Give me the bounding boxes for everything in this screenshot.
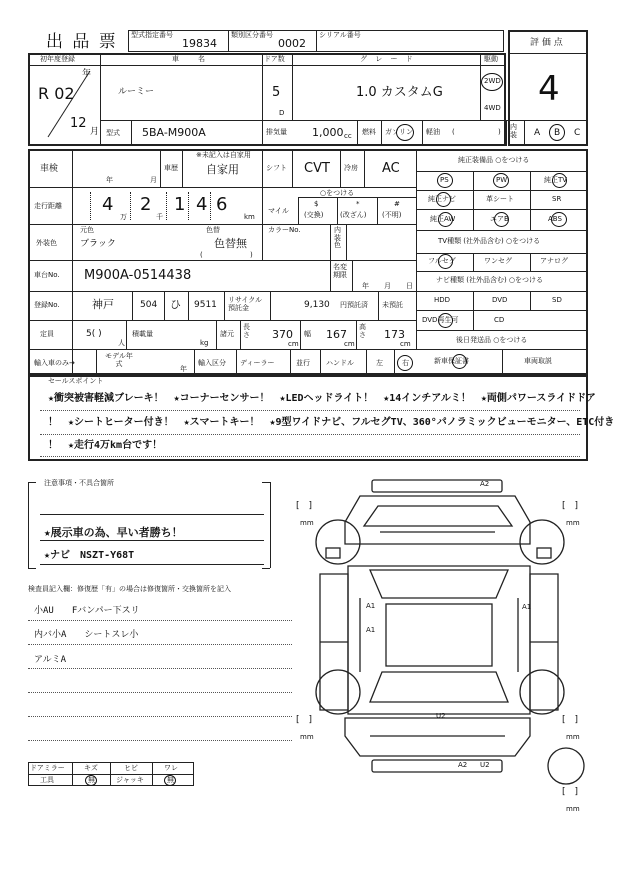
unknown-symbol: # — [394, 200, 400, 208]
mileage-digit-4: 4 — [196, 194, 208, 215]
import-class-label: 輸入区分 — [198, 359, 226, 367]
color-paren-open: ( — [200, 251, 203, 259]
equip-aw-circle — [438, 212, 453, 227]
tbl-tools-circle — [85, 775, 97, 786]
name-change-month: 月 — [384, 282, 391, 290]
tbl-jack-circle — [164, 775, 176, 786]
name-change-label: 名変期限 — [333, 263, 347, 279]
note-line-2: ★ナビ NSZT-Y68T — [44, 550, 135, 561]
notes-label: 注意事項・不具合箇所 — [44, 479, 114, 487]
registration-class: 504 — [140, 300, 158, 310]
mark-rear-bumper-u2: U2 — [480, 761, 490, 769]
tv-fullseg-circle — [438, 254, 453, 269]
registration-label: 登録No. — [34, 301, 60, 309]
not-deposited: 未預託 — [382, 301, 403, 309]
mileage-km: km — [244, 213, 255, 221]
displacement-label: 排気量 — [266, 128, 287, 136]
import-parallel: 並行 — [296, 359, 310, 367]
form-title: 出 品 票 — [46, 32, 118, 52]
history-label: 車歴 — [164, 164, 178, 172]
mm-front-right: mm — [566, 519, 580, 527]
handle-label: ハンドル — [326, 359, 354, 367]
month-suffix: 月 — [90, 127, 100, 137]
model-value: 5BA-M900A — [142, 126, 206, 139]
mm-front-left: mm — [300, 519, 314, 527]
equip-airbag-circle — [494, 212, 509, 227]
roof — [386, 604, 492, 666]
height-value: 173 — [384, 328, 405, 341]
equipment-title: 純正装備品 ○をつける — [458, 156, 530, 164]
serial-label: シリアル番号 — [319, 31, 361, 39]
sales-points-label: セールスポイント — [48, 377, 104, 385]
interior-color-label: 内装色 — [334, 226, 341, 250]
mark-front-bumper: A2 — [480, 480, 490, 488]
mileage-digit-5: 6 — [216, 194, 228, 215]
color-no-label: カラーNo. — [268, 226, 301, 234]
load-label: 積載量 — [132, 330, 153, 338]
current-color-label: 色替 — [206, 226, 220, 234]
tbl-break: ワレ — [164, 764, 178, 772]
first-reg-era: R 02 — [38, 84, 75, 103]
height-label: 高さ — [359, 323, 366, 339]
right-mirror — [537, 548, 551, 558]
original-color-label: 元色 — [80, 226, 94, 234]
equip-tv: 純正TV — [544, 176, 568, 184]
capacity-label: 定員 — [40, 330, 54, 338]
width-value: 167 — [326, 328, 347, 341]
inspection-year: 年 — [106, 176, 113, 184]
tbl-jack: ジャッキ — [116, 776, 144, 784]
type-no-label: 型式指定番号 — [131, 31, 173, 39]
altered-symbol: * — [356, 200, 360, 208]
equip-ps: PS — [440, 176, 449, 184]
mark-right-door: A1 — [522, 603, 532, 611]
model-label: 型式 — [106, 129, 120, 137]
chassis-label: 車台No. — [34, 271, 60, 279]
grade-label: グ レ ー ド — [360, 55, 416, 63]
interior-label: 内装 — [510, 123, 517, 139]
car-name-value: ルーミー — [118, 87, 155, 97]
equip-abs-circle — [551, 212, 567, 227]
tbl-crack: ヒビ — [124, 764, 138, 772]
current-color-value: 色替無 — [214, 237, 247, 250]
later-manual: 車両取説 — [524, 357, 552, 365]
nav-dvd-play: DVD再生可 — [422, 316, 459, 324]
mileage-man: 万 — [120, 213, 127, 221]
rear-body — [345, 718, 530, 756]
unknown-label: (不明) — [382, 211, 402, 219]
grade-value: 1.0 カスタムG — [356, 85, 443, 100]
handle-left: 左 — [376, 359, 383, 367]
mark-rear-bumper-a2: A2 — [458, 761, 468, 769]
drive-4wd: 4WD — [484, 104, 501, 112]
inspection-label: 車検 — [40, 164, 59, 174]
registration-number: 9511 — [194, 300, 217, 310]
tbl-tools: 工具 — [40, 776, 54, 784]
type-no-value: 19834 — [182, 37, 217, 50]
rear-window — [370, 672, 508, 702]
mm-rear-right: mm — [566, 733, 580, 741]
shift-value: CVT — [304, 161, 330, 176]
load-unit: kg — [200, 339, 209, 347]
interior-b-circle — [549, 124, 565, 141]
mark-left-front-door: A1 — [366, 602, 376, 610]
ac-value: AC — [382, 161, 400, 176]
length-value: 370 — [272, 328, 293, 341]
car-damage-diagram — [290, 474, 600, 814]
drive-2wd-circle — [481, 73, 503, 91]
spare-tire — [548, 748, 584, 784]
spec-label: 諸元 — [220, 330, 234, 338]
sales-point-line-2: ！ ★シートヒーター付き！ ★スマートキー！ ★9型ワイドナビ、フルセグTV、360°パノラミックビューモニター、ETC付き — [48, 417, 615, 428]
car-name-label: 車 名 — [172, 55, 211, 63]
recycle-unit: 円預託済 — [340, 301, 368, 309]
bracket-front-right: [ ] — [562, 501, 579, 511]
exchange-symbol: $ — [314, 200, 319, 208]
equip-navi: 純正ナビ — [428, 195, 456, 203]
nav-title: ナビ種類 (社外品含む) ○をつける — [436, 276, 544, 284]
mileage-sen: 千 — [156, 213, 163, 221]
equip-leather: 革シート — [486, 195, 514, 203]
fuel-other-open: ( — [452, 128, 455, 136]
handle-right-circle — [397, 355, 413, 371]
first-reg-label: 初年度登録 — [40, 55, 75, 63]
name-change-year: 年 — [362, 282, 369, 290]
bracket-spare: [ ] — [562, 787, 579, 797]
altered-label: (改ざん) — [340, 211, 367, 219]
equip-airbag: エアB — [490, 215, 509, 223]
width-label: 幅 — [304, 330, 311, 338]
registration-area: 神戸 — [92, 298, 114, 311]
tbl-jack-value: 無 — [167, 776, 174, 784]
model-year-label: モデル年式 — [105, 352, 133, 369]
tv-title: TV種類 (社外品含む) ○をつける — [438, 237, 541, 245]
drive-label: 駆動 — [484, 55, 498, 63]
inspector-label: 検査員記入欄：修復歴「有」の場合は修復箇所・交換箇所を記入 — [28, 585, 231, 593]
tv-oneseg: ワンセグ — [484, 257, 512, 265]
fuel-other-close: ) — [498, 128, 501, 136]
cabin-outline — [348, 566, 530, 714]
chassis-value: M900A-0514438 — [84, 268, 192, 283]
fuel-gas: ガソリン — [385, 128, 413, 136]
color-label: 外装色 — [36, 239, 57, 247]
length-cm: cm — [288, 340, 299, 348]
history-note: ※未記入は自家用 — [196, 151, 251, 159]
recycle-value: 9,130 — [304, 300, 330, 310]
tbl-tools-value: 無 — [88, 776, 95, 784]
recycle-label: リサイクル預託金 — [228, 296, 263, 313]
nav-cd: CD — [494, 316, 505, 324]
left-mirror — [326, 548, 340, 558]
doors-value: 5 — [272, 85, 281, 100]
tv-analog: アナログ — [540, 257, 568, 265]
equip-ps-circle — [437, 173, 453, 188]
score-value: 4 — [538, 69, 560, 109]
doors-label: ドア数 — [264, 55, 285, 63]
model-year-unit: 年 — [180, 365, 187, 373]
bracket-rear-left: [ ] — [296, 715, 313, 725]
registration-kana: ひ — [170, 298, 181, 311]
sales-point-line-3: ！ ★走行4万km台です！ — [48, 440, 163, 451]
capacity-value: 5( ) — [86, 329, 102, 339]
cc-unit: cc — [344, 132, 352, 140]
import-label: 輸入車のみ→ — [34, 359, 75, 367]
mileage-digit-1: 4 — [102, 194, 114, 215]
equip-pw: PW — [496, 176, 508, 184]
shift-label: シフト — [266, 164, 287, 172]
fuel-label: 燃料 — [362, 128, 376, 136]
history-value: 自家用 — [206, 163, 239, 176]
equip-aw: 純正AW — [430, 215, 456, 223]
mileage-mile: マイル — [268, 207, 289, 215]
later-warranty-circle — [452, 354, 467, 369]
tbl-door-mirror: ドアミラー — [30, 764, 65, 772]
exchange-label: (交換) — [304, 211, 324, 219]
sales-point-line-1: ★衝突被害軽減ブレーキ！ ★コーナーセンサー！ ★LEDヘッドライト！ ★14インチアルミ！ ★両側パワースライドドア — [48, 393, 596, 404]
original-color-value: ブラック — [80, 239, 116, 249]
later-warranty: 新車保証書 — [434, 357, 469, 365]
inspector-line-3: アルミA — [34, 655, 67, 665]
hood — [364, 506, 512, 526]
displacement-value: 1,000 — [312, 126, 344, 139]
mileage-circle-note: ○をつける — [320, 189, 355, 197]
front-body — [345, 496, 530, 544]
length-label: 長さ — [243, 323, 250, 339]
bracket-rear-right: [ ] — [562, 715, 579, 725]
equip-pw-circle — [493, 173, 509, 188]
doors-sub: D — [279, 109, 285, 117]
inspection-month: 月 — [150, 176, 157, 184]
class-label: 類別区分番号 — [231, 31, 273, 39]
mileage-digit-2: 2 — [140, 194, 152, 215]
nav-sd: SD — [552, 296, 562, 304]
tv-fullseg: フルセグ — [428, 257, 456, 265]
mm-spare: mm — [566, 805, 580, 813]
nav-hdd: HDD — [434, 296, 451, 304]
interior-a: A — [534, 128, 541, 138]
fuel-diesel: 軽油 — [426, 128, 440, 136]
handle-right: 右 — [402, 359, 409, 367]
score-label: 評 価 点 — [530, 38, 563, 48]
capacity-unit: 人 — [118, 339, 125, 347]
bracket-front-left: [ ] — [296, 501, 313, 511]
interior-c: C — [574, 128, 581, 138]
width-cm: cm — [344, 340, 355, 348]
class-value: 0002 — [278, 37, 306, 50]
interior-b: B — [554, 128, 561, 138]
name-change-day: 日 — [406, 282, 413, 290]
inspector-line-2: 内バ小A シートスレ小 — [34, 630, 139, 640]
fuel-gas-circle — [396, 124, 414, 141]
first-reg-month: 12 — [70, 116, 87, 131]
rear-left-wheel — [316, 670, 360, 714]
equip-tv-circle — [552, 173, 567, 188]
equip-navi-circle — [436, 192, 451, 207]
height-cm: cm — [400, 340, 411, 348]
later-title: 後日発送品 ○をつける — [456, 336, 528, 344]
note-line-1: ★展示車の為、早い者勝ち！ — [44, 526, 183, 539]
equip-abs: ABS — [548, 215, 562, 223]
mileage-label: 走行距離 — [34, 202, 62, 210]
mark-rear-body: U2 — [436, 712, 446, 720]
equip-sr: SR — [552, 195, 562, 203]
tbl-scratch: キズ — [84, 764, 98, 772]
ac-label: 冷房 — [344, 164, 358, 172]
drive-2wd: 2WD — [484, 77, 501, 85]
color-paren-close: ) — [250, 251, 253, 259]
mileage-digit-3: 1 — [174, 194, 186, 215]
year-suffix: 年 — [82, 69, 92, 79]
windshield — [370, 570, 508, 598]
mark-left-rear-door: A1 — [366, 626, 376, 634]
import-dealer: ディーラー — [240, 359, 275, 367]
nav-dvd: DVD — [492, 296, 508, 304]
mm-rear-left: mm — [300, 733, 314, 741]
nav-dvd-play-circle — [438, 313, 453, 328]
inspector-line-1: 小AU Fバンパー下スリ — [34, 606, 140, 616]
